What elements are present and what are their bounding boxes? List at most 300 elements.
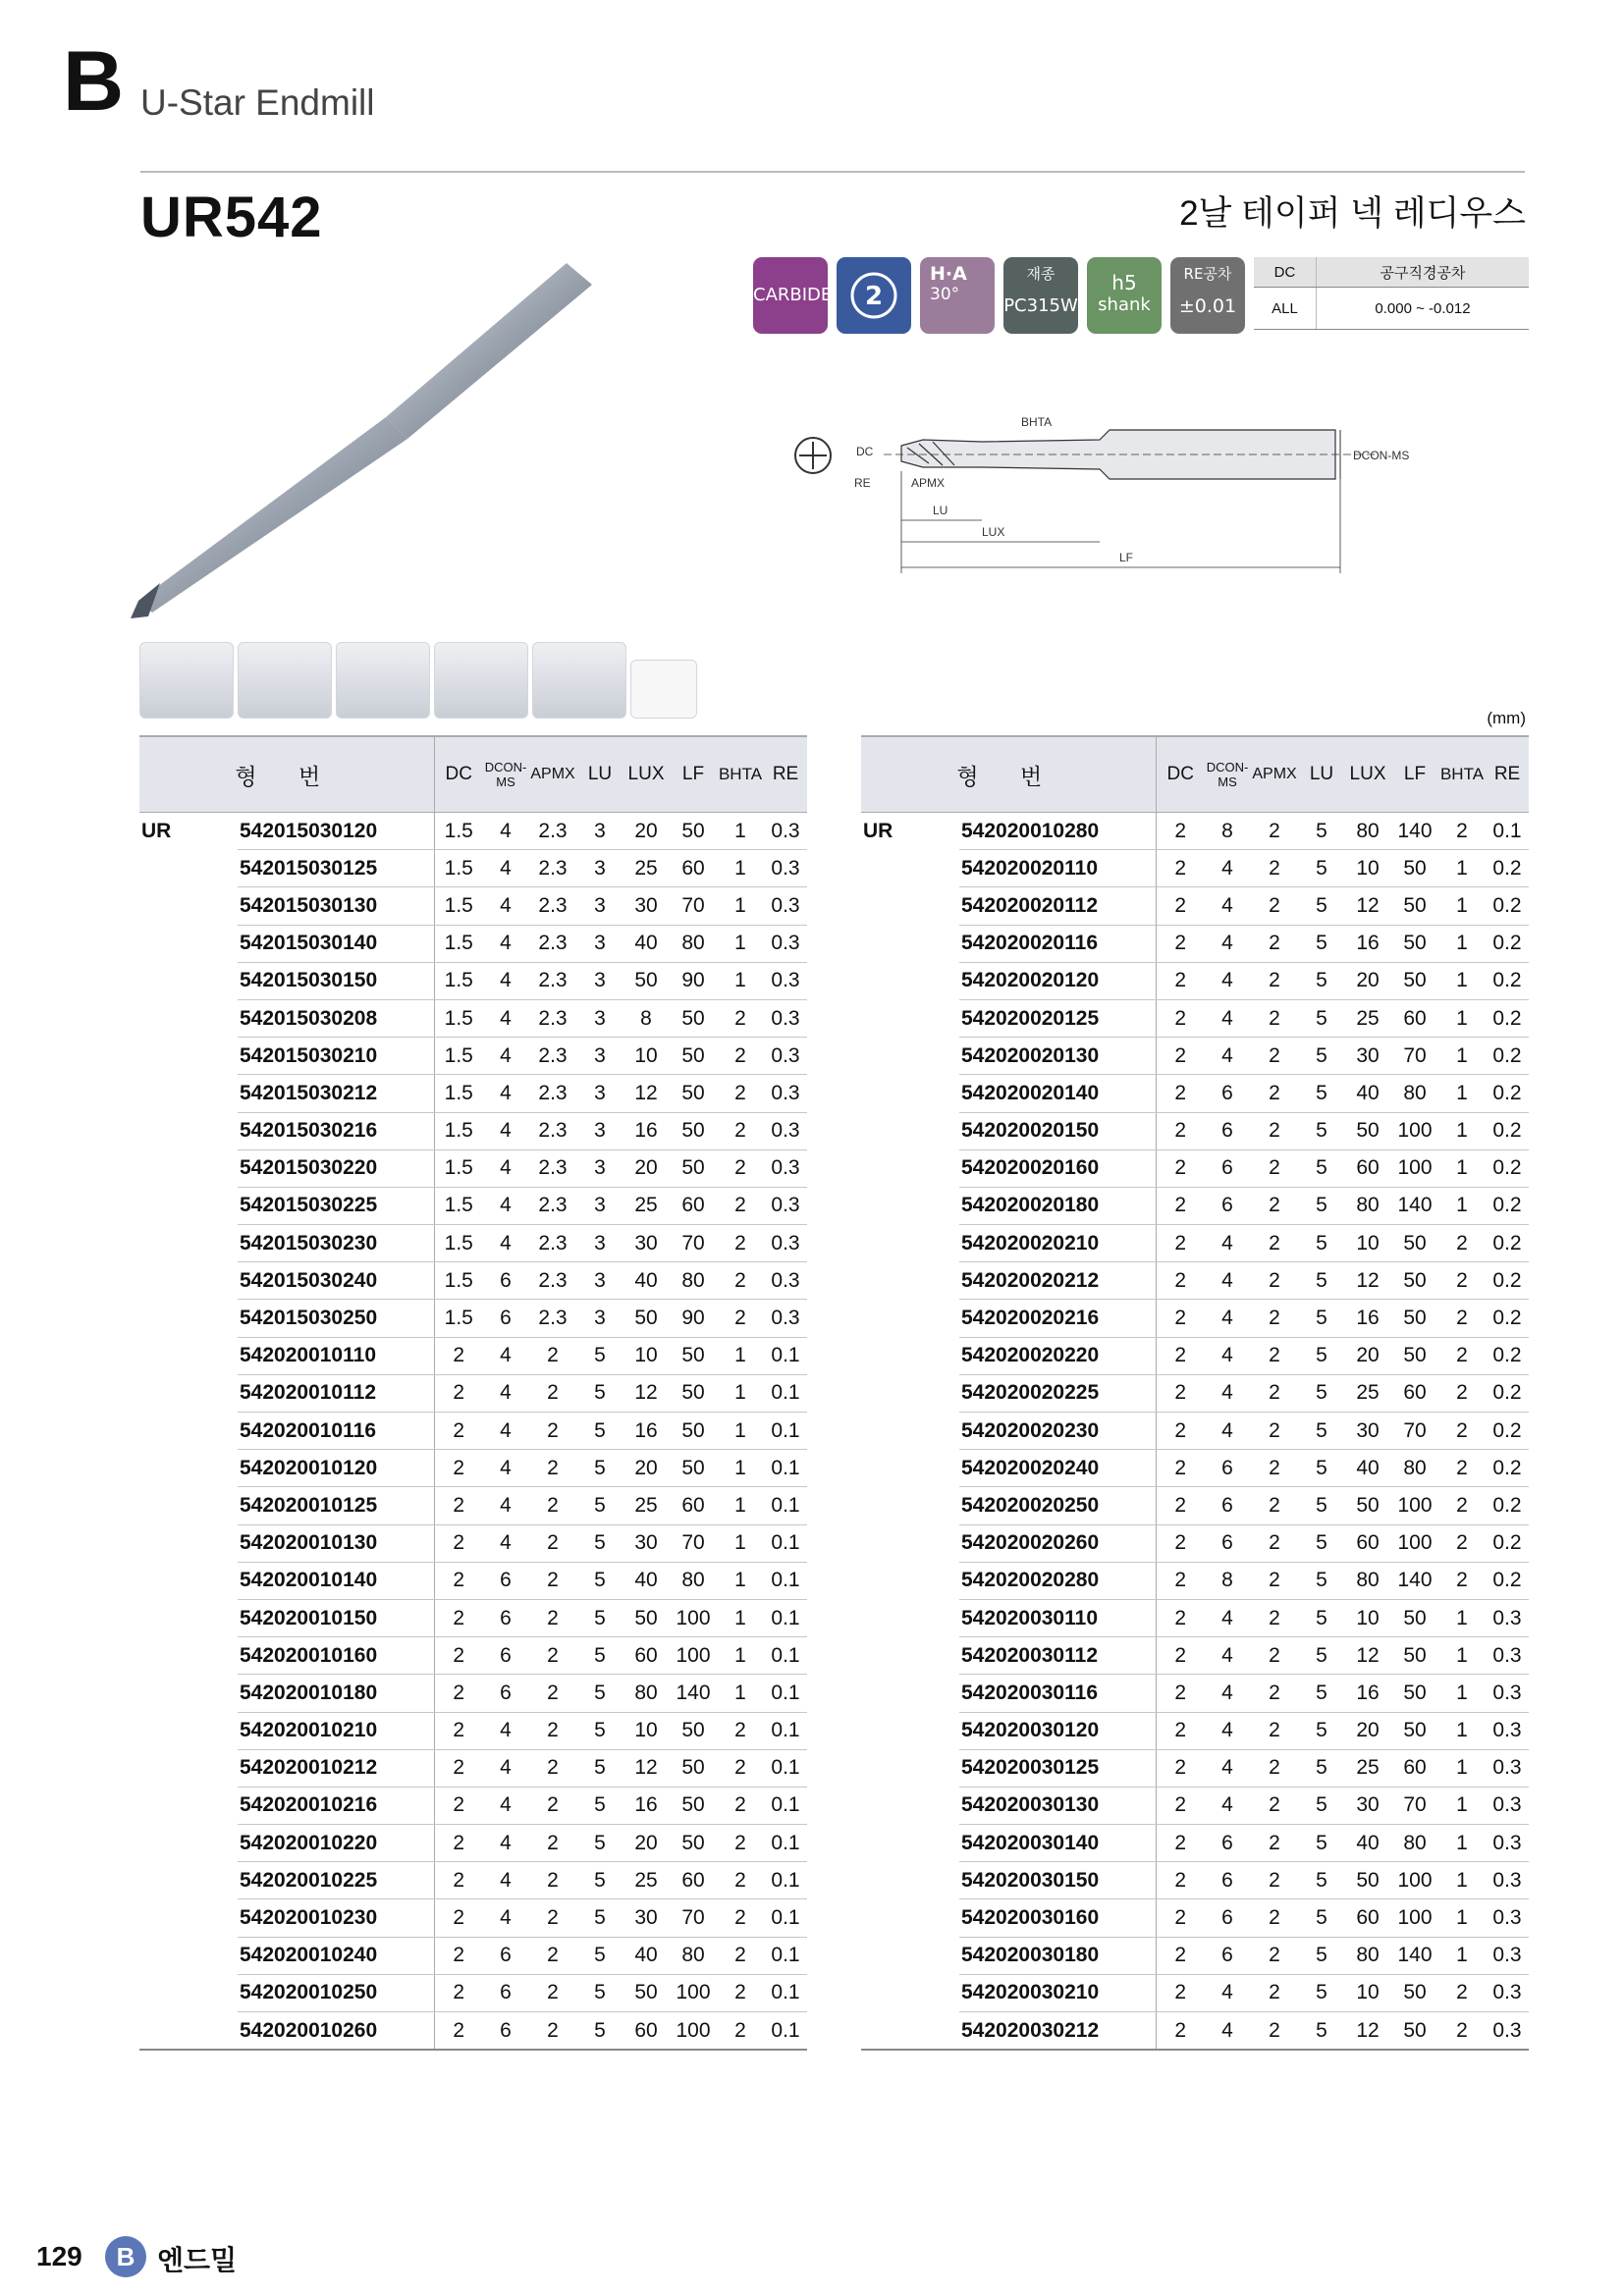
value-cell: 80	[670, 1937, 717, 1974]
value-cell: 1	[1438, 850, 1486, 887]
value-cell: 5	[1299, 1599, 1344, 1636]
value-cell: 80	[670, 925, 717, 962]
part-number-cell: 542020020130	[959, 1038, 1156, 1075]
value-cell: 2	[434, 2012, 483, 2051]
value-cell: 2	[1250, 1524, 1299, 1562]
spec-header-tolerance: 공구직경공차	[1316, 257, 1529, 288]
value-cell: 2	[717, 1787, 764, 1824]
table-row	[861, 1749, 1529, 1787]
value-cell: 2	[1156, 1450, 1205, 1487]
value-cell: 50	[623, 1974, 670, 2011]
table-row	[861, 887, 1529, 925]
part-number-cell: 542020010212	[238, 1749, 434, 1787]
value-cell: 16	[623, 1413, 670, 1450]
value-cell: 2	[1250, 1937, 1299, 1974]
value-cell: 2.3	[528, 962, 577, 999]
value-cell: 2	[1156, 1899, 1205, 1937]
value-cell: 6	[483, 1562, 528, 1599]
value-cell: 80	[1391, 1825, 1438, 1862]
value-cell: 4	[1205, 1300, 1250, 1337]
value-cell: 1.5	[434, 850, 483, 887]
value-cell: 6	[483, 1937, 528, 1974]
value-cell: 2	[1156, 1487, 1205, 1524]
value-cell: 0.3	[764, 1300, 807, 1337]
group-label	[139, 1562, 238, 1599]
value-cell: 50	[1391, 2012, 1438, 2051]
value-cell: 0.1	[764, 1637, 807, 1675]
value-cell: 0.1	[764, 1974, 807, 2011]
value-cell: 1	[1438, 1825, 1486, 1862]
group-label	[139, 2012, 238, 2051]
part-number-cell: 542020020230	[959, 1413, 1156, 1450]
value-cell: 2	[1156, 962, 1205, 999]
value-cell: 50	[670, 1337, 717, 1374]
group-label	[139, 925, 238, 962]
value-cell: 1	[1438, 1862, 1486, 1899]
value-cell: 2	[717, 1862, 764, 1899]
group-label	[139, 1413, 238, 1450]
value-cell: 2	[528, 1413, 577, 1450]
value-cell: 5	[1299, 1749, 1344, 1787]
value-cell: 50	[1391, 850, 1438, 887]
value-cell: 2.3	[528, 1225, 577, 1262]
value-cell: 1.5	[434, 1149, 483, 1187]
value-cell: 12	[623, 1075, 670, 1112]
group-label	[139, 1899, 238, 1937]
value-cell: 4	[483, 1038, 528, 1075]
value-cell: 100	[670, 1599, 717, 1636]
value-cell: 3	[577, 1225, 623, 1262]
value-cell: 2	[528, 1524, 577, 1562]
value-cell: 3	[577, 1187, 623, 1224]
part-number-cell: 542020010225	[238, 1862, 434, 1899]
value-cell: 3	[577, 962, 623, 999]
table-row	[139, 1149, 807, 1187]
value-cell: 5	[1299, 2012, 1344, 2051]
value-cell: 4	[1205, 1787, 1250, 1824]
value-cell: 0.3	[1486, 1599, 1529, 1636]
value-cell: 140	[1391, 1937, 1438, 1974]
table-row	[139, 1450, 807, 1487]
value-cell: 3	[577, 887, 623, 925]
value-cell: 30	[1344, 1038, 1391, 1075]
value-cell: 2	[1438, 1374, 1486, 1412]
value-cell: 2	[1250, 1300, 1299, 1337]
table-row	[139, 1862, 807, 1899]
value-cell: 2.3	[528, 850, 577, 887]
value-cell: 4	[483, 1487, 528, 1524]
header-apmx: APMX	[528, 736, 577, 813]
value-cell: 2	[528, 1374, 577, 1412]
flute-count: 2	[864, 282, 884, 311]
value-cell: 20	[623, 1450, 670, 1487]
value-cell: 140	[1391, 813, 1438, 850]
value-cell: 4	[1205, 1225, 1250, 1262]
value-cell: 2	[717, 1225, 764, 1262]
value-cell: 1.5	[434, 813, 483, 850]
value-cell: 5	[1299, 1149, 1344, 1187]
value-cell: 90	[670, 962, 717, 999]
section-letter: B	[63, 34, 125, 129]
value-cell: 2	[1156, 813, 1205, 850]
value-cell: 2	[1250, 1374, 1299, 1412]
value-cell: 2	[717, 1749, 764, 1787]
value-cell: 70	[1391, 1038, 1438, 1075]
part-number-cell: 542020010220	[238, 1825, 434, 1862]
value-cell: 30	[1344, 1787, 1391, 1824]
value-cell: 25	[1344, 1749, 1391, 1787]
value-cell: 20	[1344, 1337, 1391, 1374]
tolerance-table	[1254, 257, 1529, 330]
value-cell: 25	[1344, 1374, 1391, 1412]
shank-label: shank	[1098, 294, 1151, 315]
table-row	[139, 1562, 807, 1599]
group-label	[139, 1038, 238, 1075]
value-cell: 6	[483, 1974, 528, 2011]
group-label	[139, 1075, 238, 1112]
value-cell: 1	[717, 1637, 764, 1675]
value-cell: 50	[1344, 1487, 1391, 1524]
value-cell: 5	[1299, 1337, 1344, 1374]
value-cell: 2	[528, 2012, 577, 2051]
value-cell: 2	[434, 1787, 483, 1824]
value-cell: 0.3	[764, 1112, 807, 1149]
header-part-number: 형 번	[139, 736, 434, 813]
table-row	[861, 1637, 1529, 1675]
table-row	[139, 1112, 807, 1149]
value-cell: 30	[623, 887, 670, 925]
value-cell: 4	[1205, 1599, 1250, 1636]
value-cell: 60	[670, 1487, 717, 1524]
header-lux: LUX	[1344, 736, 1391, 813]
value-cell: 5	[577, 1787, 623, 1824]
part-number-cell: 542020010150	[238, 1599, 434, 1636]
table-row	[861, 1374, 1529, 1412]
value-cell: 2	[717, 2012, 764, 2051]
value-cell: 5	[577, 1599, 623, 1636]
group-label	[139, 850, 238, 887]
value-cell: 60	[1391, 1749, 1438, 1787]
group-label	[139, 1487, 238, 1524]
value-cell: 1	[1438, 1787, 1486, 1824]
value-cell: 2	[1156, 1825, 1205, 1862]
helix-label: H·A	[930, 263, 967, 285]
value-cell: 2	[434, 1712, 483, 1749]
value-cell: 4	[483, 1149, 528, 1187]
part-number-cell: 542020030180	[959, 1937, 1156, 1974]
value-cell: 4	[483, 1712, 528, 1749]
value-cell: 5	[577, 1374, 623, 1412]
value-cell: 2	[1156, 1599, 1205, 1636]
part-number-cell: 542020020112	[959, 887, 1156, 925]
value-cell: 0.2	[1486, 850, 1529, 887]
value-cell: 1.5	[434, 925, 483, 962]
value-cell: 2	[1250, 1599, 1299, 1636]
value-cell: 60	[1391, 999, 1438, 1037]
value-cell: 50	[1391, 1712, 1438, 1749]
group-label	[139, 1524, 238, 1562]
label-dcon: DCON-MS	[1353, 449, 1410, 462]
value-cell: 0.3	[764, 962, 807, 999]
value-cell: 0.1	[1486, 813, 1529, 850]
value-cell: 16	[623, 1787, 670, 1824]
value-cell: 2	[717, 1187, 764, 1224]
value-cell: 1	[717, 1599, 764, 1636]
value-cell: 0.1	[764, 1899, 807, 1937]
group-label	[861, 850, 959, 887]
value-cell: 5	[577, 1637, 623, 1675]
value-cell: 0.1	[764, 1862, 807, 1899]
header-dc: DC	[1156, 736, 1205, 813]
value-cell: 1	[1438, 887, 1486, 925]
value-cell: 1.5	[434, 962, 483, 999]
value-cell: 10	[1344, 1225, 1391, 1262]
value-cell: 5	[1299, 999, 1344, 1037]
table-row	[861, 1524, 1529, 1562]
table-row	[861, 1974, 1529, 2011]
profiling-icon	[434, 642, 528, 719]
table-row	[139, 1075, 807, 1112]
value-cell: 4	[1205, 1413, 1250, 1450]
value-cell: 5	[1299, 1675, 1344, 1712]
value-cell: 2	[1438, 1524, 1486, 1562]
part-number-cell: 542020020212	[959, 1262, 1156, 1300]
value-cell: 80	[1344, 1562, 1391, 1599]
value-cell: 1	[1438, 1149, 1486, 1187]
part-number-cell: 542020020125	[959, 999, 1156, 1037]
table-row	[139, 1038, 807, 1075]
value-cell: 2	[1438, 1413, 1486, 1450]
part-number-cell: 542020010180	[238, 1675, 434, 1712]
group-label	[139, 1149, 238, 1187]
value-cell: 0.3	[764, 1075, 807, 1112]
value-cell: 80	[670, 1262, 717, 1300]
value-cell: 5	[577, 1825, 623, 1862]
value-cell: 40	[1344, 1075, 1391, 1112]
value-cell: 5	[577, 1899, 623, 1937]
value-cell: 1.5	[434, 1300, 483, 1337]
part-number-cell: 542015030220	[238, 1149, 434, 1187]
group-label	[139, 1450, 238, 1487]
value-cell: 2	[1156, 1038, 1205, 1075]
value-cell: 2	[1438, 813, 1486, 850]
part-number-cell: 542020010216	[238, 1787, 434, 1824]
value-cell: 0.2	[1486, 1149, 1529, 1187]
value-cell: 2	[1156, 1974, 1205, 2011]
pocketing-icon	[336, 642, 430, 719]
cavity-icon	[532, 642, 626, 719]
table-row	[861, 1937, 1529, 1974]
value-cell: 6	[1205, 1450, 1250, 1487]
value-cell: 25	[623, 1862, 670, 1899]
value-cell: 2	[434, 1675, 483, 1712]
table-row	[861, 813, 1529, 850]
group-label	[139, 1862, 238, 1899]
value-cell: 0.1	[764, 1825, 807, 1862]
value-cell: 2	[1250, 1974, 1299, 2011]
part-number-cell: 542020020120	[959, 962, 1156, 999]
group-label	[139, 1937, 238, 1974]
value-cell: 5	[1299, 1487, 1344, 1524]
product-model: UR542	[140, 186, 323, 249]
value-cell: 50	[1391, 887, 1438, 925]
value-cell: 5	[577, 1450, 623, 1487]
value-cell: 5	[1299, 1112, 1344, 1149]
dimension-diagram	[785, 412, 1443, 579]
part-table-left	[139, 735, 807, 2051]
value-cell: 1.5	[434, 1075, 483, 1112]
shank-tolerance: h5	[1111, 271, 1137, 294]
value-cell: 6	[1205, 1937, 1250, 1974]
value-cell: 5	[1299, 1524, 1344, 1562]
part-number-cell: 542020010120	[238, 1450, 434, 1487]
table-row	[139, 1637, 807, 1675]
value-cell: 2	[528, 1562, 577, 1599]
table-row	[861, 1712, 1529, 1749]
group-label	[861, 1937, 959, 1974]
value-cell: 3	[577, 1262, 623, 1300]
part-number-cell: 542020010230	[238, 1899, 434, 1937]
value-cell: 2	[1156, 1374, 1205, 1412]
value-cell: 2	[1250, 887, 1299, 925]
value-cell: 2	[1438, 1225, 1486, 1262]
value-cell: 70	[1391, 1413, 1438, 1450]
group-label	[139, 1300, 238, 1337]
label-bhta: BHTA	[1021, 415, 1053, 429]
value-cell: 80	[1344, 813, 1391, 850]
value-cell: 0.2	[1486, 1262, 1529, 1300]
part-number-cell: 542020010250	[238, 1974, 434, 2011]
value-cell: 5	[1299, 1450, 1344, 1487]
value-cell: 1.5	[434, 999, 483, 1037]
group-label	[861, 1974, 959, 2011]
value-cell: 5	[1299, 1637, 1344, 1675]
helix-angle-badge	[920, 257, 995, 334]
label-lf: LF	[1119, 551, 1134, 564]
group-label	[139, 887, 238, 925]
group-label	[139, 999, 238, 1037]
value-cell: 12	[1344, 1637, 1391, 1675]
table-row	[861, 1187, 1529, 1224]
carbide-badge: CARBIDE	[753, 257, 828, 334]
value-cell: 2	[1250, 1075, 1299, 1112]
value-cell: 100	[670, 1974, 717, 2011]
value-cell: 0.2	[1486, 1075, 1529, 1112]
value-cell: 2	[1250, 1862, 1299, 1899]
value-cell: 6	[1205, 1187, 1250, 1224]
h5-shank-badge	[1087, 257, 1162, 334]
table-row	[861, 1262, 1529, 1300]
value-cell: 5	[577, 1712, 623, 1749]
value-cell: 2	[1438, 1337, 1486, 1374]
value-cell: 2	[1250, 1149, 1299, 1187]
group-label	[139, 962, 238, 999]
part-number-cell: 542020010240	[238, 1937, 434, 1974]
value-cell: 8	[1205, 1562, 1250, 1599]
value-cell: 1.5	[434, 1225, 483, 1262]
value-cell: 8	[623, 999, 670, 1037]
value-cell: 5	[1299, 962, 1344, 999]
value-cell: 0.3	[764, 887, 807, 925]
part-number-cell: 542015030125	[238, 850, 434, 887]
value-cell: 4	[483, 962, 528, 999]
value-cell: 0.2	[1486, 925, 1529, 962]
value-cell: 0.1	[764, 1374, 807, 1412]
value-cell: 1	[1438, 1187, 1486, 1224]
value-cell: 50	[1391, 1300, 1438, 1337]
helix-angle: 30°	[930, 285, 960, 304]
value-cell: 60	[1344, 1149, 1391, 1187]
value-cell: 2	[528, 1787, 577, 1824]
value-cell: 2	[1250, 1487, 1299, 1524]
value-cell: 1	[1438, 962, 1486, 999]
value-cell: 2	[528, 1599, 577, 1636]
value-cell: 2	[434, 1374, 483, 1412]
value-cell: 2	[1250, 1787, 1299, 1824]
slotting-icon	[238, 642, 332, 719]
part-number-cell: 542020010140	[238, 1562, 434, 1599]
group-label	[861, 1749, 959, 1787]
value-cell: 10	[623, 1337, 670, 1374]
part-number-cell: 542020030150	[959, 1862, 1156, 1899]
value-cell: 60	[1391, 1374, 1438, 1412]
value-cell: 2.3	[528, 1112, 577, 1149]
value-cell: 2	[1156, 1112, 1205, 1149]
value-cell: 1	[1438, 1075, 1486, 1112]
value-cell: 4	[483, 1524, 528, 1562]
value-cell: 20	[623, 1825, 670, 1862]
table-row	[139, 925, 807, 962]
value-cell: 0.1	[764, 1524, 807, 1562]
value-cell: 30	[623, 1225, 670, 1262]
value-cell: 2	[528, 1450, 577, 1487]
header-re: RE	[764, 736, 807, 813]
value-cell: 2	[434, 1413, 483, 1450]
value-cell: 2	[1438, 1487, 1486, 1524]
value-cell: 25	[623, 850, 670, 887]
value-cell: 100	[670, 1637, 717, 1675]
group-label	[139, 1599, 238, 1636]
table-row	[139, 1225, 807, 1262]
value-cell: 3	[577, 1149, 623, 1187]
value-cell: 0.3	[1486, 1937, 1529, 1974]
value-cell: 0.3	[1486, 1899, 1529, 1937]
value-cell: 4	[1205, 962, 1250, 999]
value-cell: 4	[1205, 1749, 1250, 1787]
value-cell: 50	[1391, 1337, 1438, 1374]
value-cell: 20	[1344, 962, 1391, 999]
part-number-cell: 542015030150	[238, 962, 434, 999]
value-cell: 2.3	[528, 1300, 577, 1337]
value-cell: 50	[670, 1374, 717, 1412]
group-label	[139, 1337, 238, 1374]
value-cell: 60	[1344, 1899, 1391, 1937]
two-flute-badge	[837, 257, 911, 334]
value-cell: 0.3	[1486, 2012, 1529, 2051]
value-cell: 5	[1299, 1413, 1344, 1450]
part-number-cell: 542020020250	[959, 1487, 1156, 1524]
value-cell: 2	[717, 1974, 764, 2011]
value-cell: 0.3	[764, 999, 807, 1037]
value-cell: 50	[670, 1450, 717, 1487]
table-row	[861, 1450, 1529, 1487]
value-cell: 0.3	[1486, 1749, 1529, 1787]
value-cell: 2	[1156, 1225, 1205, 1262]
group-label	[139, 1712, 238, 1749]
table-row	[861, 1300, 1529, 1337]
value-cell: 2	[1156, 1337, 1205, 1374]
value-cell: 50	[670, 1075, 717, 1112]
